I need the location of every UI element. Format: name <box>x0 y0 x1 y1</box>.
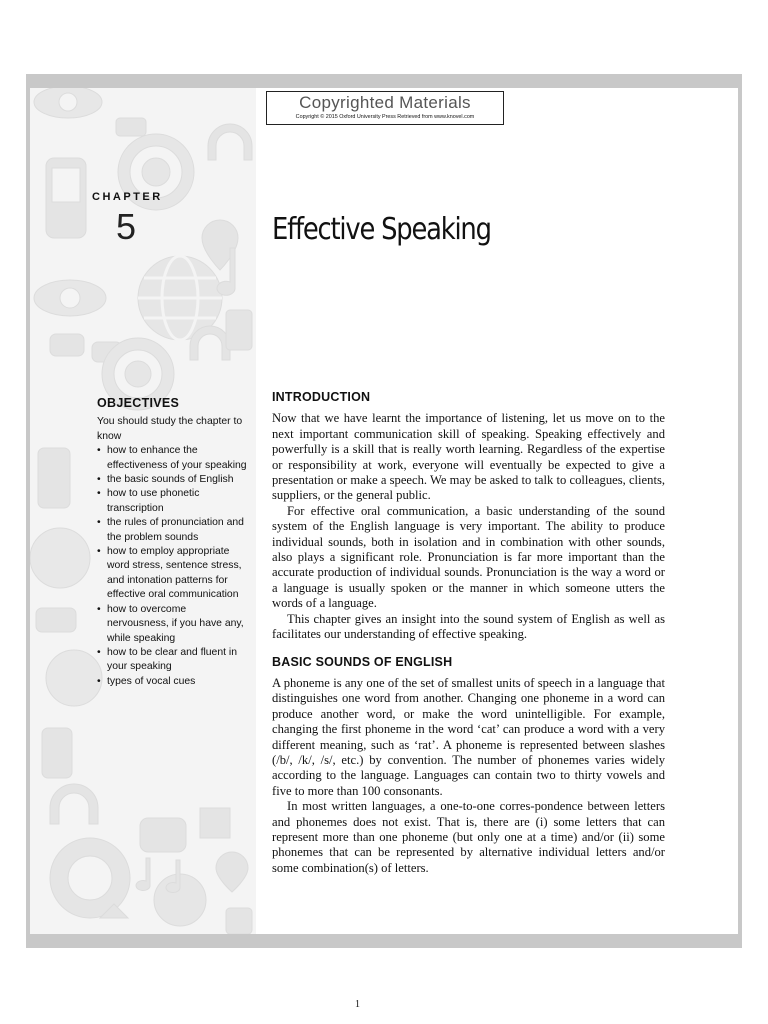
paragraph: A phoneme is any one of the set of smallest units of speech in a language that distinguishes one word from another. Changing one phoneme in a word can produce another word, or make the word unintelligible. For example, changing the first phoneme in the word ‘cat’ can produce a word with a very different meaning, such as ‘rat’. A phoneme is represented between slashes (/b/, /k/, /s/, etc.) by convention. The number of phonemes varies widely according to the language. Languages can contain two to thirty vowels and five to more than 100 consonants. <box>272 675 665 798</box>
page-number: 1 <box>355 999 360 1010</box>
objectives-list <box>97 444 247 689</box>
chapter-title: Effective Speaking <box>272 212 491 247</box>
copyright-notice: Copyright © 2015 Oxford University Press Retrieved from www.knovel.com <box>295 114 475 120</box>
objective-item: • the basic sounds of English <box>97 473 247 487</box>
copyright-banner-title: Copyrighted Materials <box>299 93 471 112</box>
objectives-heading: OBJECTIVES <box>97 396 180 410</box>
objectives-intro: You should study the chapter to know <box>97 416 243 442</box>
paragraph: Now that we have learnt the importance of listening, let us move on to the next important communication skill of speaking. Speaking effectively and powerfully is a skill that is really worth learning. Regardless of the expertise or responsibility at work, everyone will eventually be expected to give a presentation or make a speech. We may be asked to talk to colleagues, clients, suppliers, or the general public. <box>272 411 665 503</box>
book-page <box>30 88 738 934</box>
objective-item: • how to be clear and fluent in your speaking <box>97 646 247 675</box>
section-heading-introduction: INTRODUCTION <box>272 390 371 404</box>
objective-item: • the rules of pronunciation and the problem sounds <box>97 516 247 545</box>
objective-item: • types of vocal cues <box>97 675 247 689</box>
paragraph: For effective oral communication, a basic understanding of the sound system of the English language is very important. The ability to produce individual sounds, both in isolation and in combination with other sounds, also plays a significant role. Pronunciation is far more important than the accurate production of individual sounds. Pronunciation is the way a word or a language is usually spoken or the manner in which someone utters the words of a language. <box>272 503 665 611</box>
objective-item: • how to enhance the effectiveness of your speaking <box>97 444 247 473</box>
objectives-panel <box>97 396 247 689</box>
chapter-number: 5 <box>116 206 137 247</box>
paragraph: This chapter gives an insight into the sound system of English as well as facilitates our understanding of effective speaking. <box>272 611 665 642</box>
copyright-banner <box>266 91 504 125</box>
main-text <box>272 390 665 876</box>
objective-item: • how to use phonetic transcription <box>97 487 247 516</box>
objective-item: • how to employ appropriate word stress, sentence stress, and intonation patterns for effective oral communication <box>97 545 247 603</box>
paragraph: In most written languages, a one-to-one corres-pondence between letters and phonemes does not exist. That is, there are (i) some letters that can represent more than one phoneme (but only one at a time) and/or (ii) some phonemes that can be represented by alternative individual letters and/or some combination(s) of letters. <box>272 799 665 875</box>
chapter-label: CHAPTER <box>92 191 163 203</box>
objective-item: • how to overcome nervousness, if you have any, while speaking <box>97 603 247 646</box>
section-heading-basic-sounds: BASIC SOUNDS OF ENGLISH <box>272 654 453 669</box>
